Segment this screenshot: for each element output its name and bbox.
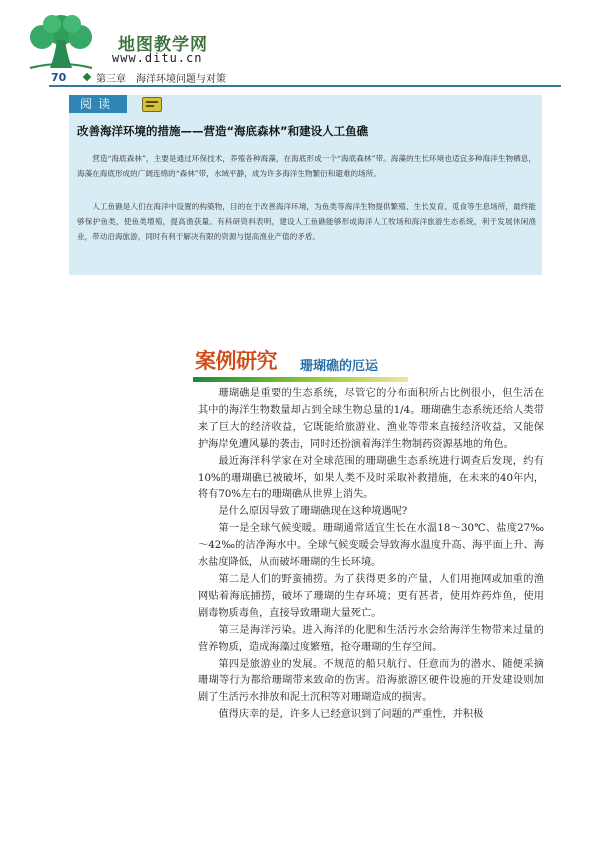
book-icon (142, 97, 162, 112)
body-paragraph: 第二是人们的野蛮捕捞。为了获得更多的产量，人们用拖网或加重的渔网贴着海底捕捞，破坏了珊瑚的生存环境；更有甚者，使用炸药炸鱼，使用剧毒物质毒鱼，直接导致珊瑚大量死亡。 (198, 573, 544, 619)
site-url[interactable]: www.ditu.cn (112, 51, 203, 65)
body-paragraph: 第一是全球气候变暖。珊瑚通常适宜生长在水温18～30℃、盐度27‰～42‰的洁净海水中。全球气候变暖会导致海水温度升高、海平面上升、海水盐度降低，从而破坏珊瑚的生长环境。 (198, 523, 544, 569)
case-study-body (198, 386, 544, 724)
reading-title: 改善海洋环境的措施——营造“海底森林”和建设人工鱼礁 (77, 124, 369, 138)
body-paragraph: 珊瑚礁是重要的生态系统，尽管它的分布面积所占比例很小，但生活在其中的海洋生物数量却占到全球生物总量的1/4。珊瑚礁生态系统还给人类带来了巨大的经济收益，它既能给旅游业、渔业等带来直接经济收益，又能保护海岸免遭风暴的袭击，同时还扮演着海洋生物制药资源基地的角色。 (198, 388, 544, 450)
reading-tag: 阅读 (69, 95, 127, 113)
reading-paragraph: 人工鱼礁是人们在海洋中设置的构築物，目的在于改善海洋环境，为鱼类等海洋生物提供繁殖、生长发育、觅食等生息场所，最终能够保护鱼类，使鱼类增殖，提高渔获量。有科研资料表明，建设人工鱼礁能够形成海洋人工牧场和海洋旅游生态系统，利于发展休闲渔业，带动沿海旅游，同时有利于解决有限的资源与提高渔业产值的矛盾。 (77, 202, 536, 241)
case-study-divider (193, 377, 408, 382)
body-paragraph: 第四是旅游业的发展。不规范的船只航行、任意而为的潜水、随便采摘珊瑚等行为都给珊瑚带来致命的伤害。沿海旅游区硬件设施的开发建设则加剧了生活污水排放和泥土沉积等对珊瑚造成的损害。 (198, 658, 544, 704)
body-paragraph: 第三是海洋污染。进入海洋的化肥和生活污水会给海洋生物带来过量的营养物质，造成海藻过度繁殖，抢夺珊瑚的生存空间。 (198, 624, 544, 653)
case-study-label: 案例研究 (195, 349, 277, 373)
chapter-marker-icon (83, 73, 91, 81)
body-paragraph: 最近海洋科学家在对全球范围的珊瑚礁生态系统进行调查后发现，约有10%的珊瑚礁已被破坏，如果人类不及时采取补救措施，在未来的40年内，将有70%左右的珊瑚礁从世界上消失。 (198, 455, 544, 501)
chapter-title: 第三章 海洋环境问题与对策 (96, 74, 226, 85)
site-name: 地图教学网 (118, 35, 208, 55)
body-paragraph: 值得庆幸的是，许多人已经意识到了问题的严重性，并积极 (218, 709, 484, 721)
header-divider (49, 85, 561, 87)
reading-paragraph: 营造“海底森林”，主要是通过环保技术，养殖各种海藻，在海底形成一个“海底森林”带。海藻的生长环境也适宜多种海洋生物栖息，海藻在海底形成的广阔连绵的“森林”带，水域平静，成为许多海洋生物繁衍和避难的场所。 (77, 154, 536, 178)
case-study-title: 珊瑚礁的厄运 (300, 359, 379, 374)
logo-tree-icon (22, 10, 100, 72)
body-paragraph: 是什么原因导致了珊瑚礁现在这种境遇呢? (218, 506, 408, 518)
reading-box (69, 95, 542, 275)
page-number: 70 (51, 71, 67, 84)
